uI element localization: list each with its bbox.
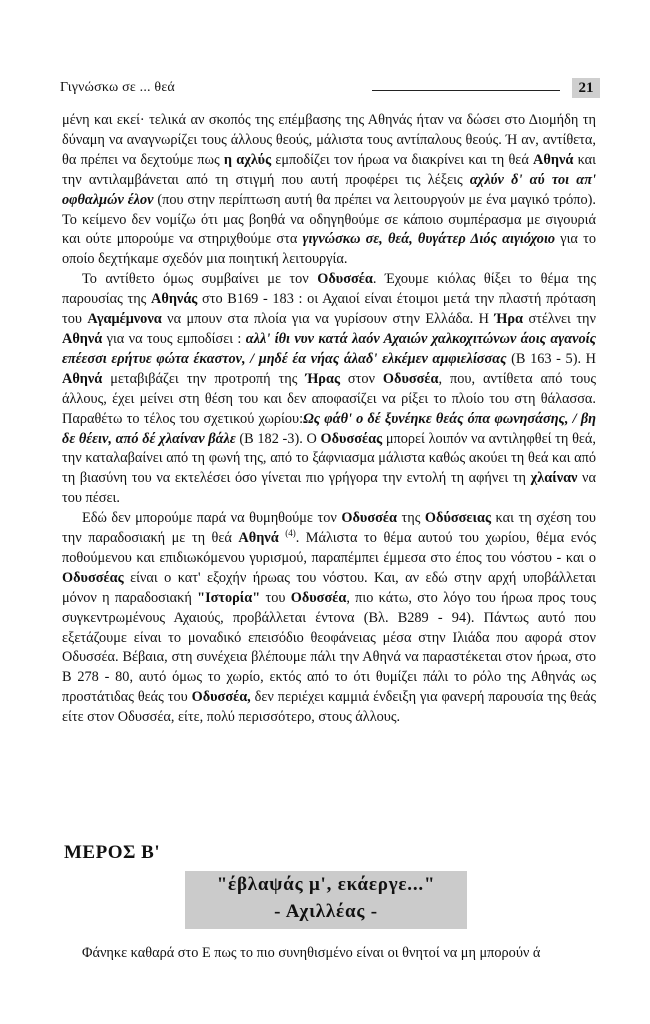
text-run: και την αντιλαμβάνεται από τη στιγμή που αυτή προφέρει τις λέξεις	[62, 151, 596, 188]
emphasis-run: Αθηνάς	[151, 291, 198, 308]
text-run: στο Β169 - 183 : οι Αχαιοί είναι έτοιμοι μετά την πλαστή πρόταση του	[62, 291, 596, 328]
page-number: 21	[572, 78, 600, 98]
text-run: . Μάλιστα το θέμα αυτού του χωρίου, θέμα ενός ποθούμενου και επιδιωκόμενου γυρισμού, παραπέμπει έμμεσα στο έπος του νόστου - και ο	[62, 530, 597, 566]
text-run: στέλνει την	[523, 311, 596, 328]
footnote-ref: (4)	[285, 528, 296, 539]
body-text	[62, 111, 596, 728]
text-run: μεταβιβάζει την προτροπή της	[102, 370, 306, 387]
text-run: της	[396, 510, 425, 527]
paragraph-1	[62, 111, 596, 270]
text-run: . Έχουμε κιόλας θίξει το θέμα της παρουσίας της	[62, 271, 596, 308]
text-run: και τη σχέση του την παραδοσιακή με τη θεά	[62, 510, 596, 547]
emphasis-run: Οδυσσέα,	[191, 689, 251, 706]
emphasis-run: Αγαμέμνονα	[87, 311, 162, 328]
emphasis-run: γιγνώσκω σε, θεά, θυγάτερ Διός αιγιόχοιο	[302, 231, 556, 248]
epigraph-box	[185, 871, 467, 929]
text-run: (Β 182 -3). Ο	[235, 430, 321, 447]
text-run: είναι ο κατ' εξοχήν ήρωας του νόστου. Και, αν εδώ στην αρχή υποβάλλεται μόνον η παραδοσιακή	[62, 569, 596, 606]
emphasis-run: Ήρα	[494, 311, 524, 328]
text-run: δεν περιέχει καμμιά ένδειξη για φανερή παρουσία της θεάς είτε στον Οδυσσέα, είτε, πολύ περισσότερο, στους άλλους.	[62, 689, 596, 726]
emphasis-run: Ως φάθ' ο δέ ξυνέηκε θεάς όπα φωνησάσης, / βη δε θέειν, από δέ χλαίναν βάλε	[62, 410, 597, 447]
paragraph-3	[62, 509, 596, 728]
emphasis-run: Οδυσσέα	[317, 271, 373, 288]
epigraph-quote: "έβλαψάς μ', εκάεργε..."	[216, 874, 436, 895]
paragraph-2	[62, 270, 596, 509]
emphasis-run: αχλύν δ' αύ τοι απ' οφθαλμών έλον	[62, 171, 596, 208]
text-run: (που στην περίπτωση αυτή θα πρέπει να λειτουργούν με ένα μαγικό τρόπο). Το κείμενο δεν νομίζω ότι μας βοηθά να οδηγηθούμε σε κάποιο συμπέρασμα με σιγουριά και ούτε μπορούμε να στηριχθούμε στα	[62, 191, 596, 248]
emphasis-run: Οδυσσέας	[320, 430, 383, 447]
emphasis-run: Οδυσσέας	[62, 569, 124, 586]
emphasis-run: χλαίναν	[530, 470, 578, 487]
emphasis-run: Ήρας	[305, 370, 340, 387]
running-head: Γιγνώσκω σε ... θεά	[60, 80, 175, 95]
epigraph-attribution: - Αχιλλέας -	[274, 901, 378, 922]
emphasis-run: Αθηνά	[533, 151, 574, 168]
text-run: Εδώ δεν μπορούμε παρά να θυμηθούμε τον	[82, 510, 342, 527]
emphasis-run: Αθηνά	[238, 530, 279, 547]
text-run: για το οποίο δεχτήκαμε σχεδόν μια ποιητική λειτουργία.	[62, 231, 596, 268]
emphasis-run: Αθηνά	[62, 330, 103, 347]
emphasis-run: Αθηνά	[62, 370, 103, 387]
text-run: μένη και εκεί· τελικά αν σκοπός της επέμβασης της Αθηνάς ήταν να δώσει στο Διομήδη τη δύναμη να αναγνωρίζει τους άλλους θεούς, μάλιστα τους αντίπαλους θεούς. Ή αν, αντίθετα, θα πρέπει να δεχτούμε πως	[62, 112, 596, 168]
emphasis-run: Οδύσσειας	[424, 510, 491, 527]
header-rule	[372, 90, 560, 91]
text-run: να του πέσει.	[62, 470, 597, 507]
text-run: , που, αντίθετα από τους άλλους, έχει μείνει στη θέση του και δεν αποφασίζει να ρίξει το πλοίο του στη θάλασσα. Παραθέτω το τέλος του σχετικού χωρίου:	[62, 370, 596, 427]
page-header	[60, 78, 600, 100]
text-run: (Β 163 - 5). Η	[506, 350, 597, 367]
text-run: , πιο κάτω, στο λόγο του ήρωα προς τους συγκεντρωμένους Αχαιούς, προβάλλεται έντονα (Βλ. Β289 - 94). Πάντως αυτό που εξετάζουμε είναι το μοναδικό επεισόδιο θεοφάνειας μέσα στην Ιλιάδα που αφορά στον Οδυσσέα. Βέβαια, στη συνέχεια βλέπουμε πάλι την Αθηνά να παραστέκεται στον ήρωα, στο Β 278 - 80, αυτό όμως το χωρίο, εκτός από το ότι θυμίζει πάλι το ρόλο της Αθηνάς ως προστάτιδας θεάς του	[62, 589, 597, 706]
text-run: να μπουν στα πλοία για να γυρίσουν στην Ελλάδα. Η	[161, 311, 495, 328]
emphasis-run: "Ιστορία"	[197, 589, 261, 606]
paragraph-4-first-line: Φάνηκε καθαρά στο Ε πως το πιο συνηθισμένο είναι οι θνητοί να μη μπορούν ά	[82, 945, 541, 961]
section-title: ΜΕΡΟΣ Β'	[64, 842, 161, 863]
emphasis-run: η αχλύς	[223, 151, 272, 168]
emphasis-run: αλλ' ίθι νυν κατά λαόν Αχαιών χαλκοχιτώνων άοις αγανοίς επέεσσι ερήτυε φώτα έκαστον, / μηδέ έα νήας άλαδ' ελκέμεν αμφιελίσσας	[62, 330, 596, 367]
text-run: μπορεί λοιπόν να αντιληφθεί τη θεά, την καταλαβαίνει από τη φωνή της, από το ξάφνιασμα μάλιστα καθώς ακούει τη θεά και από τη βιασύνη του να εκτελέσει όσο γίνεται πιο γρήγορα την εντολή τη αφήνει τη	[62, 430, 596, 487]
text-run: του	[260, 589, 291, 606]
text-run: για να τους εμποδίσει :	[102, 330, 246, 347]
emphasis-run: Οδυσσέα	[290, 589, 347, 606]
emphasis-run: Οδυσσέα	[341, 510, 397, 527]
text-run: στον	[339, 370, 383, 387]
emphasis-run: Οδυσσέα	[382, 370, 439, 387]
text-run: εμποδίζει τον ήρωα να διακρίνει και τη θεά	[271, 151, 534, 168]
text-run: Το αντίθετο όμως συμβαίνει με τον	[82, 271, 318, 288]
